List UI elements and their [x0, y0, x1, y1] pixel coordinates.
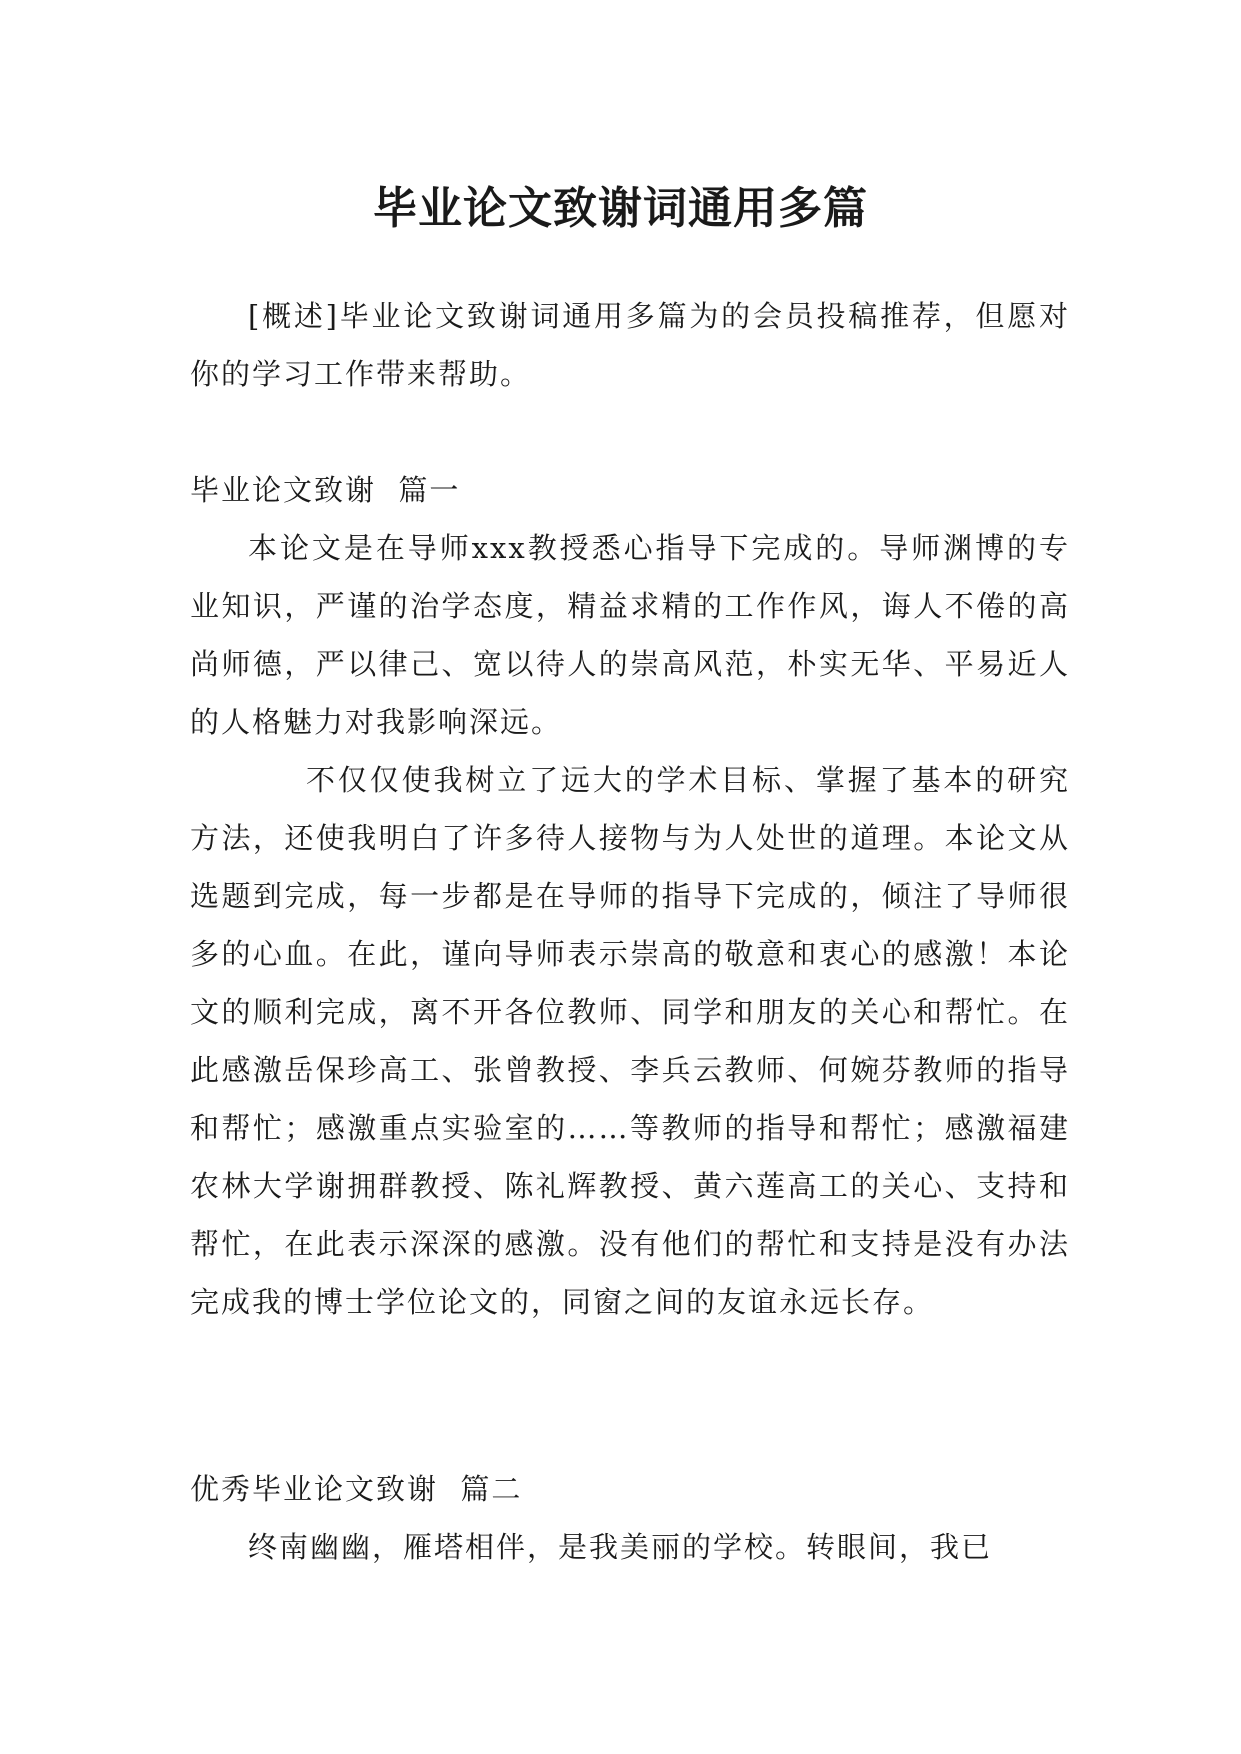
section-heading-1: 毕业论文致谢 篇一	[190, 473, 461, 507]
summary-paragraph: [概述]毕业论文致谢词通用多篇为的会员投稿推荐，但愿对你的学习工作带来帮助。	[190, 299, 1070, 391]
section-1-paragraph-2: 不仅仅使我树立了远大的学术目标、掌握了基本的研究方法，还使我明白了许多待人接物与为人处世的道理。本论文从选题到完成，每一步都是在导师的指导下完成的，倾注了导师很多的心血。在此，谨向导师表示崇高的敬意和衷心的感激！本论文的顺利完成，离不开各位教师、同学和朋友的关心和帮忙。在此感激岳保珍高工、张曾教授、李兵云教师、何婉芬教师的指导和帮忙；感激重点实验室的……等教师的指导和帮忙；感激福建农林大学谢拥群教授、陈礼辉教授、黄六莲高工的关心、支持和帮忙，在此表示深深的感激。没有他们的帮忙和支持是没有办法完成我的博士学位论文的，同窗之间的友谊永远长存。	[190, 763, 1070, 1319]
section-2-paragraph-1: 终南幽幽，雁塔相伴，是我美丽的学校。转眼间，我已	[248, 1530, 993, 1564]
section-1-paragraph-1: 本论文是在导师xxx教授悉心指导下完成的。导师渊博的专业知识，严谨的治学态度，精益求精的工作作风，诲人不倦的高尚师德，严以律己、宽以待人的崇高风范，朴实无华、平易近人的人格魅力对我影响深远。	[190, 531, 1070, 739]
section-heading-2: 优秀毕业论文致谢 篇二	[190, 1472, 523, 1506]
document-title: 毕业论文致谢词通用多篇	[373, 183, 868, 235]
